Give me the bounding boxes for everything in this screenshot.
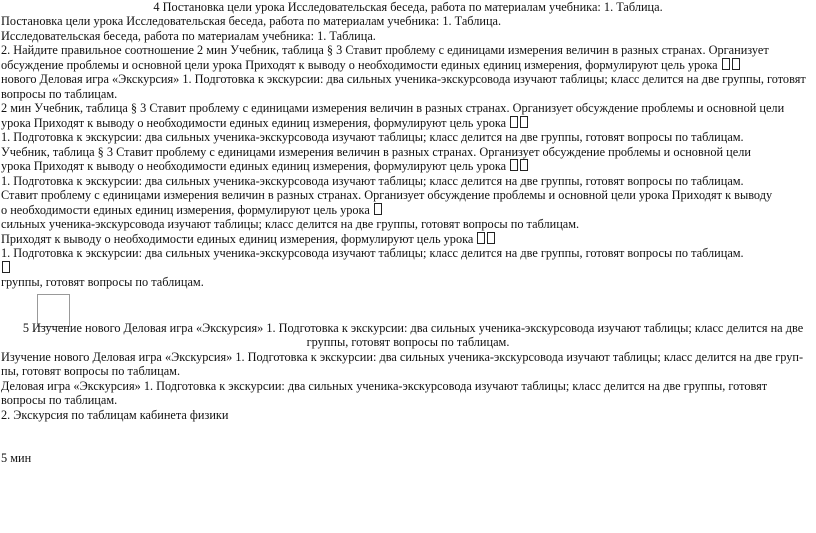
- placeholder-glyph-icon: [520, 116, 528, 128]
- text-line-content: Приходят к выводу о необходимости единых единиц измерения, формулируют цель урока: [1, 232, 474, 246]
- placeholder-glyph-icon: [374, 203, 382, 215]
- text-line-content: 2. Найдите правильное соотношение 2 мин Учебник, таблица § 3 Ставит проблему с единицами измерения величин в разных странах. Организует: [1, 43, 769, 57]
- placeholder-glyph-icon: [477, 232, 485, 244]
- text-line-content: группы, готовят вопросы по таблицам.: [1, 275, 204, 289]
- text-line-content: 2. Экскурсия по таблицам кабинета физики: [1, 408, 229, 422]
- text-line-content: урока Приходят к выводу о необходимости единых единиц измерения, формулируют цель урока: [1, 116, 507, 130]
- text-line: [1, 408, 808, 423]
- text-line-content: сильных ученика-экскурсовода изучают таблицы; класс делится на две группы, готовят вопросы по таблицам.: [1, 217, 580, 231]
- text-line-content: группы, готовят вопросы по таблицам.: [306, 335, 510, 349]
- text-line: [1, 379, 808, 394]
- text-line: [1, 188, 808, 203]
- text-line: [1, 145, 808, 160]
- text-line-content: о необходимости единых единиц измерения, формулируют цель урока: [1, 203, 370, 217]
- text-line: [10, 321, 816, 336]
- text-line-content: Исследовательская беседа, работа по материалам учебника: 1. Таблица.: [1, 29, 376, 43]
- placeholder-glyph-icon: [510, 159, 518, 171]
- text-line-content: 5 мин: [1, 451, 32, 465]
- text-line: [1, 159, 808, 174]
- text-line: [1, 43, 808, 58]
- text-line: [1, 393, 808, 408]
- text-line-content: обсуждение проблемы и основной цели урока Приходят к выводу о необходимости единых единиц измерения, формулируют цель урока: [1, 58, 718, 72]
- text-line: [1, 14, 808, 29]
- text-line-content: Учебник, таблица § 3 Ставит проблему с единицами измерения величин в разных странах. Организует обсуждение проблемы и основной цели: [1, 145, 751, 159]
- text-line-content: 2 мин Учебник, таблица § 3 Ставит проблему с единицами измерения величин в разных странах. Организует обсуждение проблемы и основной цели: [1, 101, 785, 115]
- text-line: [1, 72, 808, 87]
- text-line-content: урока Приходят к выводу о необходимости единых единиц измерения, формулируют цель урока: [1, 159, 507, 173]
- text-line: [1, 217, 808, 232]
- text-line-content: пы, готовят вопросы по таблицам.: [1, 364, 181, 378]
- text-line: [1, 116, 808, 131]
- text-line-content: 1. Подготовка к экскурсии: два сильных ученика-экскурсовода изучают таблицы; класс делится на две группы, готовят вопросы по таблицам.: [1, 174, 744, 188]
- text-line: [1, 364, 808, 379]
- text-line: [1, 350, 808, 365]
- text-line-content: вопросы по таблицам.: [1, 393, 118, 407]
- text-line-content: Постановка цели урока Исследовательская беседа, работа по материалам учебника: 1. Таблица.: [1, 14, 502, 28]
- text-line-content: 1. Подготовка к экскурсии: два сильных ученика-экскурсовода изучают таблицы; класс делится на две группы, готовят вопросы по таблицам.: [1, 246, 744, 260]
- text-line-content: Изучение нового Деловая игра «Экскурсия» 1. Подготовка к экскурсии: два сильных ученика-экскурсовода изучают таблицы; класс делится на две груп-: [1, 350, 804, 364]
- placeholder-glyph-icon: [487, 232, 495, 244]
- text-line: [1, 246, 808, 261]
- placeholder-glyph-icon: [2, 261, 10, 273]
- text-line: [1, 174, 808, 189]
- text-line-content: 4 Постановка цели урока Исследовательская беседа, работа по материалам учебника: 1. Таблица.: [153, 0, 663, 14]
- text-line: [1, 29, 808, 44]
- text-line-content: 1. Подготовка к экскурсии: два сильных ученика-экскурсовода изучают таблицы; класс делится на две группы, готовят вопросы по таблицам.: [1, 130, 744, 144]
- text-line-content: 5 Изучение нового Деловая игра «Экскурсия» 1. Подготовка к экскурсии: два сильных ученика-экскурсовода изучают таблицы; класс делится на две: [22, 321, 804, 335]
- text-line: [1, 275, 808, 290]
- text-line-content: нового Деловая игра «Экскурсия» 1. Подготовка к экскурсии: два сильных ученика-экскурсовода изучают таблицы; класс делится на две группы, готовят: [1, 72, 806, 86]
- text-line: [0, 0, 816, 15]
- text-line: [1, 261, 808, 276]
- placeholder-glyph-icon: [520, 159, 528, 171]
- text-line: [1, 130, 808, 145]
- text-line-content: Деловая игра «Экскурсия» 1. Подготовка к экскурсии: два сильных ученика-экскурсовода изучают таблицы; класс делится на две группы, готовят: [1, 379, 768, 393]
- text-line: [0, 335, 816, 350]
- text-line-content: Ставит проблему с единицами измерения величин в разных странах. Организует обсуждение проблемы и основной цели урока Приходят к выводу: [1, 188, 773, 202]
- text-line: [1, 58, 808, 73]
- text-line: [1, 232, 808, 247]
- text-line: [1, 101, 808, 116]
- placeholder-glyph-icon: [732, 58, 740, 70]
- text-line: [1, 203, 808, 218]
- text-line-content: вопросы по таблицам.: [1, 87, 118, 101]
- text-line: [1, 451, 808, 466]
- placeholder-glyph-icon: [510, 116, 518, 128]
- text-line: [1, 87, 808, 102]
- placeholder-glyph-icon: [722, 58, 730, 70]
